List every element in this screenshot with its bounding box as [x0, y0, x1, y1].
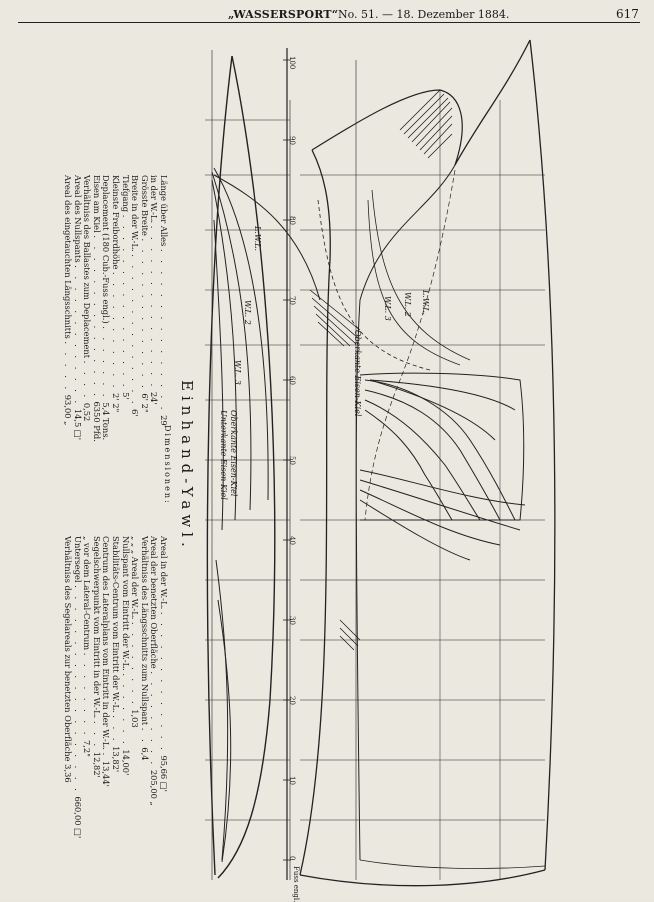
- scale-tick-label: 100: [288, 56, 296, 70]
- dimensions-right: [62, 536, 168, 838]
- waterline-label: W.L. 3: [383, 296, 392, 321]
- waterline-label: W.L. 3: [233, 360, 242, 385]
- scale-tick-label: 10: [288, 776, 296, 785]
- dim-value: 1,03: [130, 709, 141, 728]
- dim-label: Tiefgang: [120, 175, 131, 213]
- dim-label: Verhältniss des Längsschnitts zum Nullspant: [139, 536, 150, 726]
- dim-label: in der W.-L.: [149, 175, 160, 224]
- keel-label-upper: Oberkante Eisen-Kiel: [229, 410, 238, 497]
- dim-value: 6,4: [139, 747, 150, 761]
- dim-value: 6' 2": [139, 393, 150, 413]
- keel-label-lower: Unterkante Eisen-Kiel: [219, 410, 228, 500]
- dim-value: 3,36: [63, 764, 74, 783]
- dim-row: Eisen am Kiel . . . . . . . . . . . . . . . 6350 Pfd.: [91, 175, 102, 442]
- dim-label: Breite in der W.-L.: [130, 175, 141, 252]
- dim-label: Eisen am Kiel: [91, 175, 102, 233]
- dim-label: Areal der benetzten Oberfläche: [149, 536, 160, 669]
- dim-row: Segelschwerpunkt vom Eintritt in der W.-L. . . . 12,82': [91, 536, 102, 778]
- waterline-label: L.W.L.: [421, 290, 430, 316]
- dim-label: Kleinste Freibordhöhe: [111, 175, 122, 270]
- dim-value: 14,00': [120, 749, 131, 776]
- dim-label: „ „ „ Areal der W.-L.: [130, 536, 141, 620]
- dim-label: Untersegel: [72, 536, 83, 583]
- dim-label: Segelschwerpunkt vom Eintritt in der W.-L.: [91, 536, 102, 719]
- dim-row: Grösste Breite . . . . . . . . . . . . . . 6' 2": [139, 175, 150, 413]
- dim-row: „ „ „ Areal der W.-L. . . . . . . . . 1,03: [130, 536, 141, 728]
- dim-row: Kleinste Freibordhöhe . . . . . . . . . . . 2' 2": [111, 175, 122, 413]
- waterline-label: L.W.L.: [253, 226, 262, 252]
- scale-tick-label: 40: [288, 536, 296, 545]
- dim-label: Centrum des Lateralplans vom Eintritt in der W.-L.: [101, 536, 112, 750]
- magazine-title: „WASSERSPORT“: [228, 8, 339, 21]
- scale-tick-label: 50: [288, 456, 296, 465]
- dim-row: Areal des Nullspants . . . . . . . . . . . . . 14,5 □': [72, 175, 83, 441]
- dim-row: Verhältniss des Längsschnitts zum Nullspant . . 6,4: [139, 536, 150, 761]
- issue-info: No. 51. — 18. Dezember 1884.: [338, 8, 510, 21]
- dim-label: Nullspant vom Eintritt der W.-L.: [120, 536, 131, 671]
- dim-row: Deplacement (180 Cub.-Fuss engl.) . . . . . . . 5,4 Tons.: [101, 175, 112, 441]
- dim-row: „ vor dem Lateral-Centrum . . . . . . . . 7,2": [82, 536, 93, 757]
- dim-label: „ vor dem Lateral-Centrum: [82, 536, 93, 651]
- scale-tick-label: 60: [288, 376, 296, 385]
- dim-value: 2' 2": [111, 393, 122, 413]
- dim-value: 5,4 Tons.: [101, 402, 112, 441]
- dim-value: 6': [130, 409, 141, 417]
- dim-label: Areal des Nullspants: [72, 175, 83, 263]
- dim-value: 5': [120, 392, 131, 400]
- dim-value: 93,00 „: [63, 394, 74, 426]
- dim-value: 205,00 „: [149, 769, 160, 806]
- dim-label: Stabilitäts-Centrum vom Eintritt der W.-L.: [111, 536, 122, 713]
- dim-row: Breite in der W.-L. . . . . . . . . . . . . . . 6': [130, 175, 141, 417]
- dim-value: 24': [149, 391, 160, 405]
- dim-label: Verhältniss des Segelareals zur benetzten Oberfläche: [63, 536, 74, 762]
- keel-label-upper: Oberkante Eisen-Kiel: [353, 330, 362, 417]
- dim-row: Areal des eingetauchten Längsschnitts . . . . . 93,00 „: [63, 175, 74, 426]
- dim-value: 6350 Pfd.: [91, 401, 102, 442]
- scale-tick-label: 70: [288, 296, 296, 305]
- dim-row: Areal in der W.-L. . . . . . . . . . . . . . 95,66 □': [159, 536, 169, 792]
- dim-row: Areal der benetzten Oberfläche . . . . . . . . . 205,00 „: [149, 536, 160, 806]
- dim-value: 0,52: [82, 402, 93, 422]
- dimensions-heading: Dimensionen:: [163, 425, 172, 505]
- waterline-label: W.L. 2: [403, 292, 412, 317]
- page-number: 617: [616, 7, 639, 21]
- dim-value: 95,66 □': [159, 755, 169, 792]
- dim-value: 7,2": [82, 739, 93, 757]
- dim-label: Deplacement (180 Cub.-Fuss engl.): [101, 175, 112, 324]
- dim-row: Stabilitäts-Centrum vom Eintritt der W.-L. . . . 13,82': [111, 536, 122, 773]
- dim-row: Nullspant vom Eintritt der W.-L. . . . . . . . 14,00': [120, 536, 131, 776]
- scale-tick-label: 30: [288, 616, 296, 625]
- scale-tick-label: 20: [288, 696, 296, 705]
- dim-label: Grösste Breite: [139, 175, 150, 236]
- dim-value: 13,44': [101, 760, 112, 787]
- dim-row: Länge über Alles . . . . . . . . . . . . . . . 29': [159, 175, 169, 428]
- dim-value: 29': [159, 415, 169, 428]
- waterline-label: W.L. 2: [243, 300, 252, 325]
- plan-title: Einhand-Yawl.: [178, 380, 196, 552]
- dim-row: [62, 536, 72, 838]
- dim-label: Länge über Alles: [159, 175, 169, 247]
- dim-label: Areal in der W.-L.: [159, 536, 169, 610]
- dim-row: Centrum des Lateralplans vom Eintritt in der W.-L. . 13,44': [101, 536, 112, 787]
- dim-row: Untersegel . . . . . . . . . . . . . . . . . . . 660,00 □': [72, 536, 83, 839]
- dim-value: 13,82': [111, 746, 122, 773]
- scale-tick-label: 0: [288, 856, 296, 861]
- dim-value: 660,00 □': [72, 796, 83, 839]
- dim-value: 12,82': [91, 751, 102, 778]
- scale-tick-label: 90: [288, 136, 296, 145]
- dim-row: Verhältniss des Ballastes zum Deplacement . . . . 0,52: [82, 175, 93, 422]
- dim-value: 14,5 □': [72, 408, 83, 441]
- scale-tick-label: 80: [288, 216, 296, 225]
- dim-label: Verhältniss des Ballastes zum Deplacement: [82, 175, 93, 359]
- dimensions-left: [62, 175, 168, 442]
- scale-label: Fuss engl.: [292, 866, 300, 902]
- dim-label: Areal des eingetauchten Längsschnitts: [63, 175, 74, 339]
- dim-row: Tiefgang . . . . . . . . . . . . . . . . 5': [120, 175, 131, 400]
- dim-row: in der W.-L. . . . . . . . . . . . . . . . 24': [149, 175, 160, 405]
